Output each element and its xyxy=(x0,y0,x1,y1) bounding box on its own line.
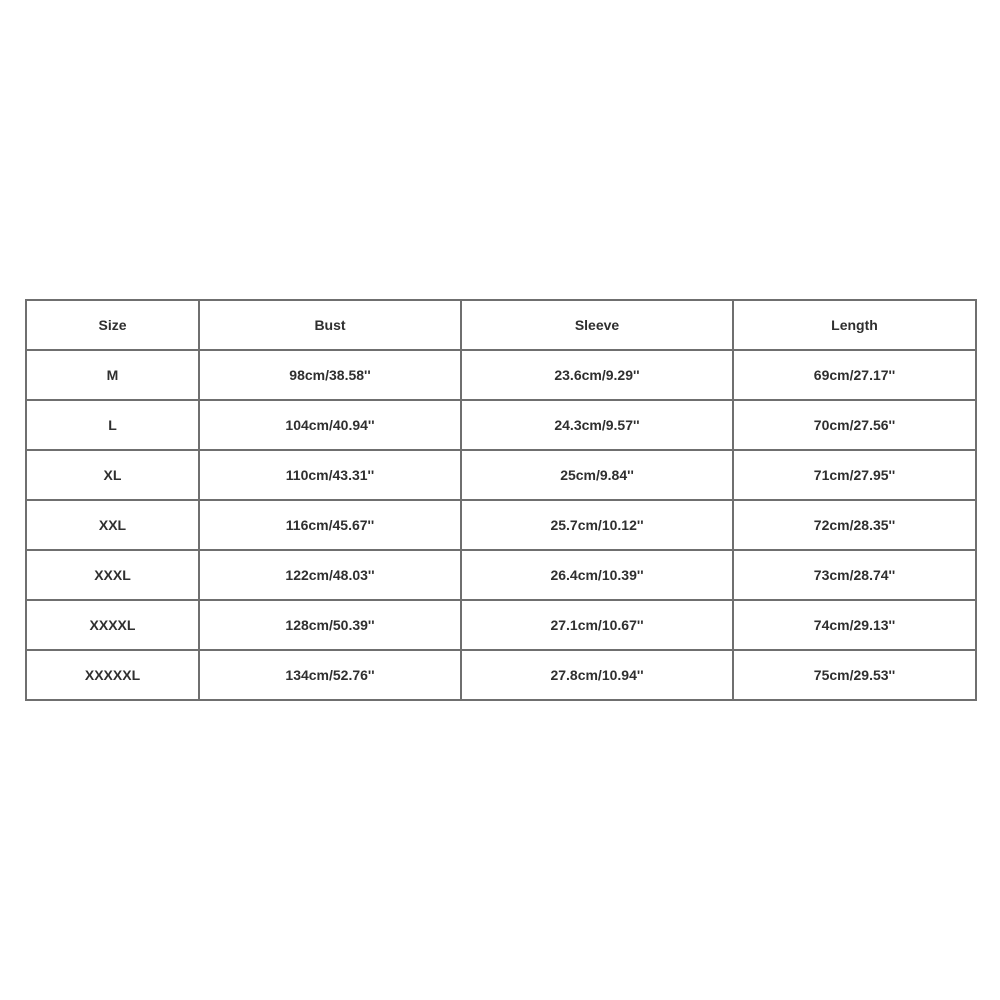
cell-bust: 122cm/48.03'' xyxy=(199,550,461,600)
header-size: Size xyxy=(26,300,199,350)
header-length: Length xyxy=(733,300,976,350)
table-row xyxy=(26,650,976,700)
header-sleeve: Sleeve xyxy=(461,300,733,350)
cell-length: 71cm/27.95'' xyxy=(733,450,976,500)
cell-size: XXXXL xyxy=(26,600,199,650)
cell-bust: 128cm/50.39'' xyxy=(199,600,461,650)
cell-sleeve: 24.3cm/9.57'' xyxy=(461,400,733,450)
table-row xyxy=(26,400,976,450)
cell-bust: 98cm/38.58'' xyxy=(199,350,461,400)
table-row xyxy=(26,450,976,500)
size-chart-table xyxy=(25,299,977,701)
cell-bust: 110cm/43.31'' xyxy=(199,450,461,500)
header-bust: Bust xyxy=(199,300,461,350)
cell-sleeve: 25.7cm/10.12'' xyxy=(461,500,733,550)
cell-bust: 134cm/52.76'' xyxy=(199,650,461,700)
cell-sleeve: 27.8cm/10.94'' xyxy=(461,650,733,700)
cell-sleeve: 26.4cm/10.39'' xyxy=(461,550,733,600)
table-header-row xyxy=(26,300,976,350)
table-row xyxy=(26,550,976,600)
cell-sleeve: 23.6cm/9.29'' xyxy=(461,350,733,400)
cell-size: M xyxy=(26,350,199,400)
cell-length: 75cm/29.53'' xyxy=(733,650,976,700)
cell-bust: 116cm/45.67'' xyxy=(199,500,461,550)
cell-length: 69cm/27.17'' xyxy=(733,350,976,400)
cell-length: 70cm/27.56'' xyxy=(733,400,976,450)
cell-length: 72cm/28.35'' xyxy=(733,500,976,550)
cell-sleeve: 25cm/9.84'' xyxy=(461,450,733,500)
cell-length: 74cm/29.13'' xyxy=(733,600,976,650)
cell-size: L xyxy=(26,400,199,450)
table-row xyxy=(26,600,976,650)
cell-size: XXXL xyxy=(26,550,199,600)
cell-size: XL xyxy=(26,450,199,500)
cell-bust: 104cm/40.94'' xyxy=(199,400,461,450)
cell-sleeve: 27.1cm/10.67'' xyxy=(461,600,733,650)
table-row xyxy=(26,500,976,550)
cell-size: XXL xyxy=(26,500,199,550)
table-row xyxy=(26,350,976,400)
cell-size: XXXXXL xyxy=(26,650,199,700)
cell-length: 73cm/28.74'' xyxy=(733,550,976,600)
